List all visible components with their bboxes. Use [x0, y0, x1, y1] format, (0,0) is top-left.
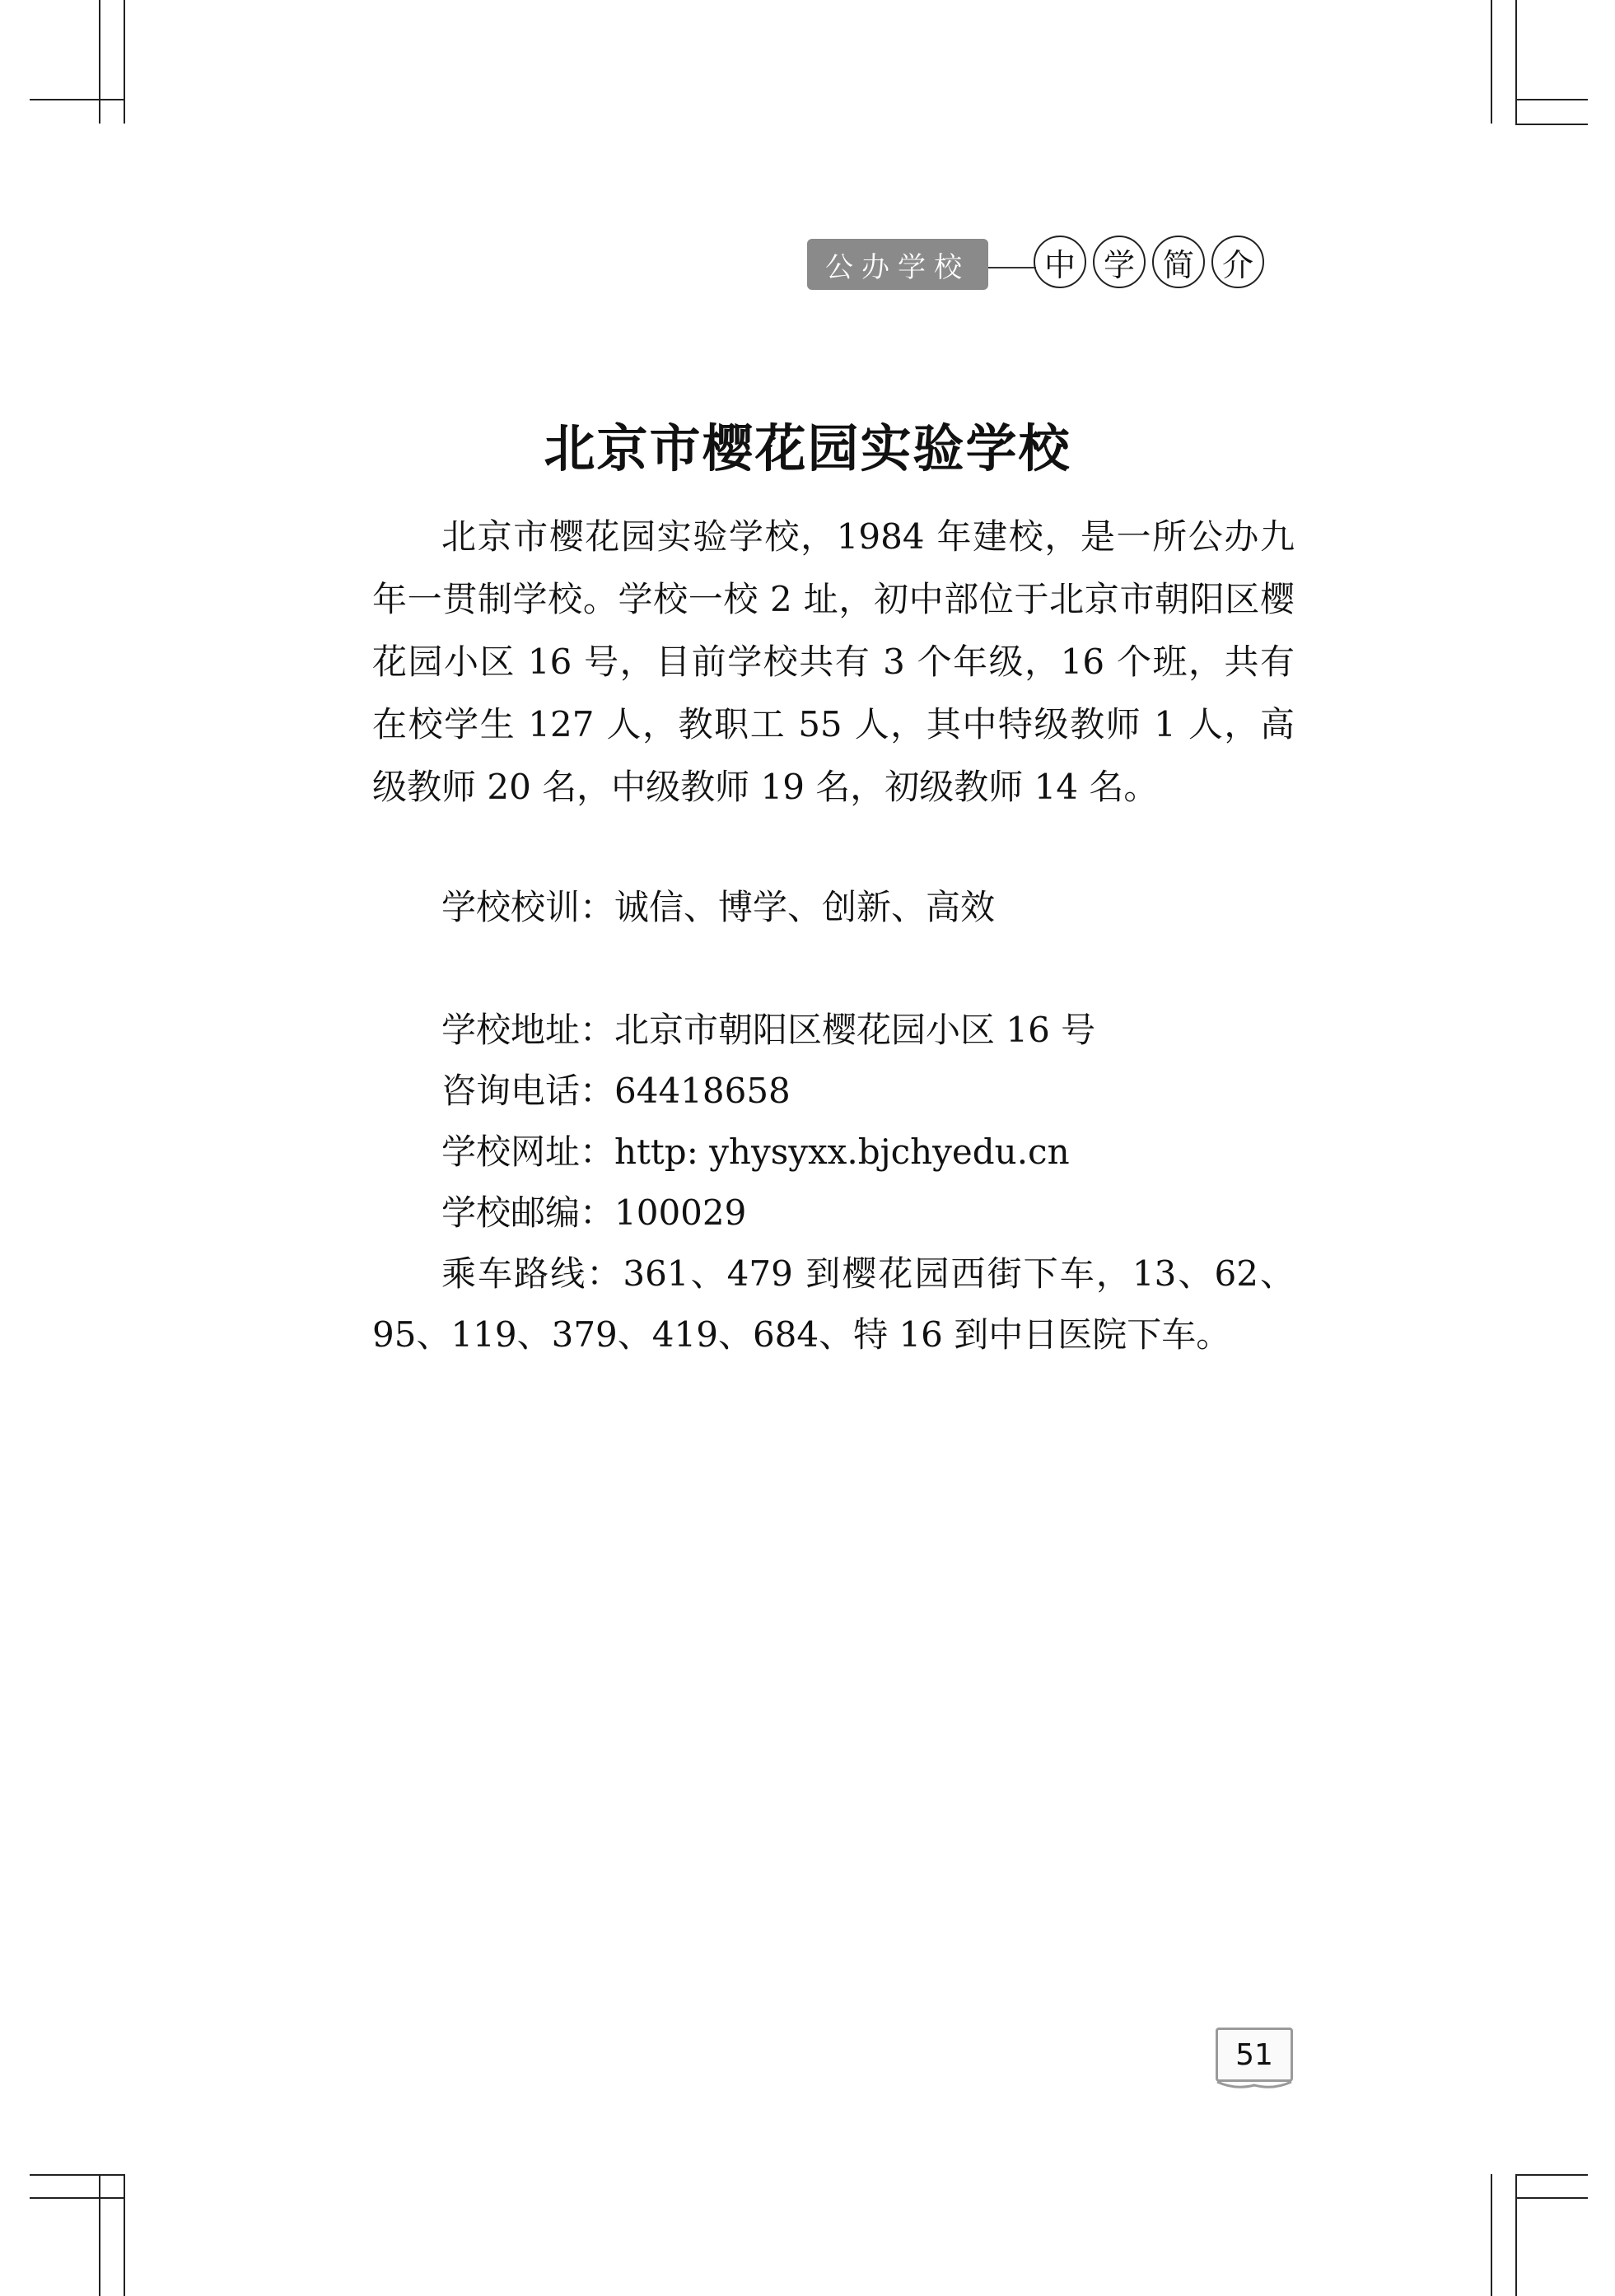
page-title: 北京市樱花园实验学校 [544, 418, 1071, 478]
crop-mark [99, 2174, 100, 2296]
open-book-icon [1216, 2080, 1293, 2092]
crop-mark [30, 99, 124, 100]
circle-char: 简 [1152, 236, 1205, 288]
crop-mark [1515, 99, 1588, 100]
postcode-line: 学校邮编：100029 [441, 1192, 747, 1233]
website-line: 学校网址：http: yhysyxx.bjchyedu.cn [441, 1132, 1070, 1172]
crop-mark [1515, 2174, 1517, 2296]
crop-mark [1515, 124, 1588, 125]
contact-info [372, 1000, 1295, 1365]
crop-mark [30, 2174, 124, 2176]
crop-mark [1491, 0, 1492, 124]
page-number: 51 [1216, 2028, 1293, 2082]
circle-char: 介 [1211, 236, 1264, 288]
circle-char: 中 [1034, 236, 1086, 288]
school-motto: 学校校训：诚信、博学、创新、高效 [441, 887, 996, 927]
crop-mark [1515, 2197, 1588, 2199]
section-title-circles [1034, 236, 1264, 288]
crop-mark [99, 0, 100, 124]
address-line: 学校地址：北京市朝阳区樱花园小区 16 号 [441, 1010, 1096, 1050]
phone-line: 咨询电话：64418658 [441, 1071, 791, 1111]
crop-mark [1491, 2174, 1492, 2296]
bus-route-line: 乘车路线：361、479 到樱花园西街下车，13、62、95、119、379、419、684、特 16 到中日医院下车。 [372, 1253, 1295, 1355]
crop-mark [124, 0, 125, 124]
crop-mark [1515, 0, 1517, 124]
crop-mark [30, 2197, 124, 2199]
section-tag: 公办学校 [807, 239, 988, 290]
crop-mark [1515, 2174, 1588, 2176]
header-connector-line [988, 267, 1036, 268]
crop-mark [124, 2174, 125, 2296]
circle-char: 学 [1093, 236, 1146, 288]
intro-paragraph: 北京市樱花园实验学校，1984 年建校，是一所公办九年一贯制学校。学校一校 2 址，初中部位于北京市朝阳区樱花园小区 16 号，目前学校共有 3 个年级，16 个班，共有在校学生 127 人，教职工 55 人，其中特级教师 1 人，高级教师 20 名，中级教师 19 名，初级教师 14 名。 [372, 516, 1295, 807]
